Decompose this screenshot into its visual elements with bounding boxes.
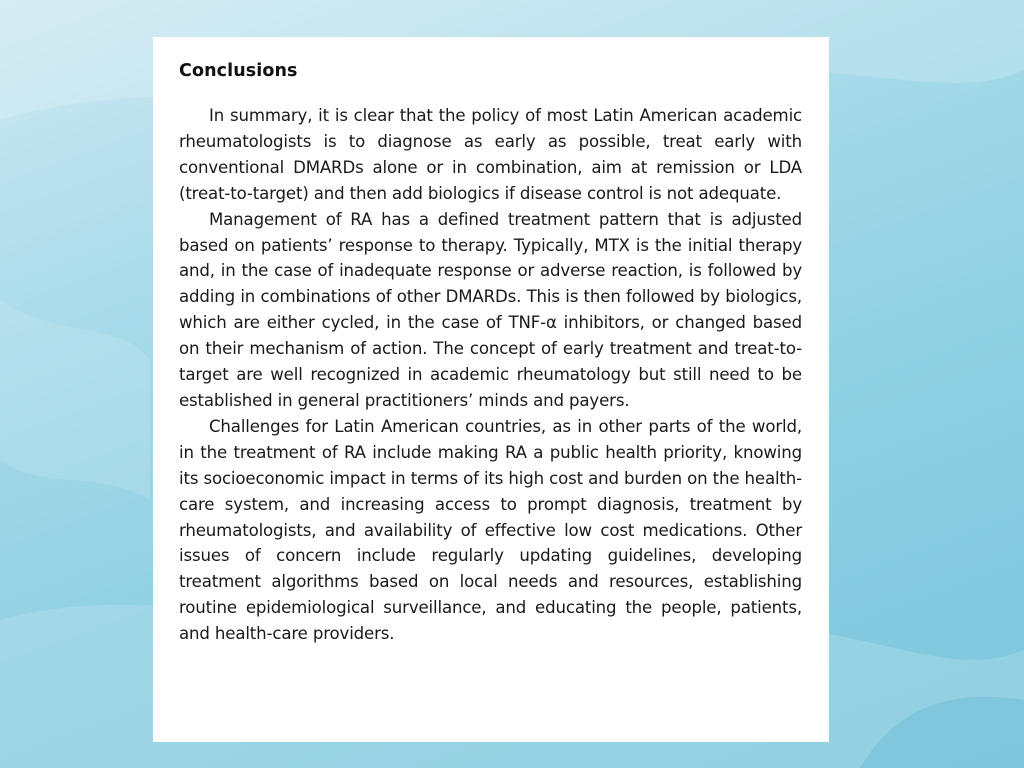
document-page <box>153 37 829 742</box>
paragraph-challenges: Challenges for Latin American countries, as in other parts of the world, in the treatment of RA include making RA a public health priority, knowing its socioeconomic impact in terms of its high cost and burden on the health-care system, and increasing access to prompt diagnosis, treatment by rheumatologists, and availability of effective low cost medications. Other issues of concern include regularly updating guidelines, developing treatment algorithms based on local needs and resources, establishing routine epidemiological surveillance, and educating the people, patients, and health-care providers. <box>179 416 802 644</box>
section-heading: Conclusions <box>179 61 298 81</box>
paragraph-management: Management of RA has a defined treatment pattern that is adjusted based on patients’ response to therapy. Typically, MTX is the initial therapy and, in the case of inadequate response or adverse reaction, is followed by adding in combinations of other DMARDs. This is then followed by biologics, which are either cycled, in the case of TNF-α inhibitors, or changed based on their mechanism of action. The concept of early treatment and treat-to-target are well recognized in academic rheumatology but still need to be established in general practitioners’ minds and payers. <box>179 209 802 410</box>
paragraph-summary: In summary, it is clear that the policy of most Latin American academic rheumatologists is to diagnose as early as possible, treat early with conventional DMARDs alone or in combination, aim at remission or LDA (treat-to-target) and then add biologics if disease control is not adequate. <box>179 106 802 203</box>
